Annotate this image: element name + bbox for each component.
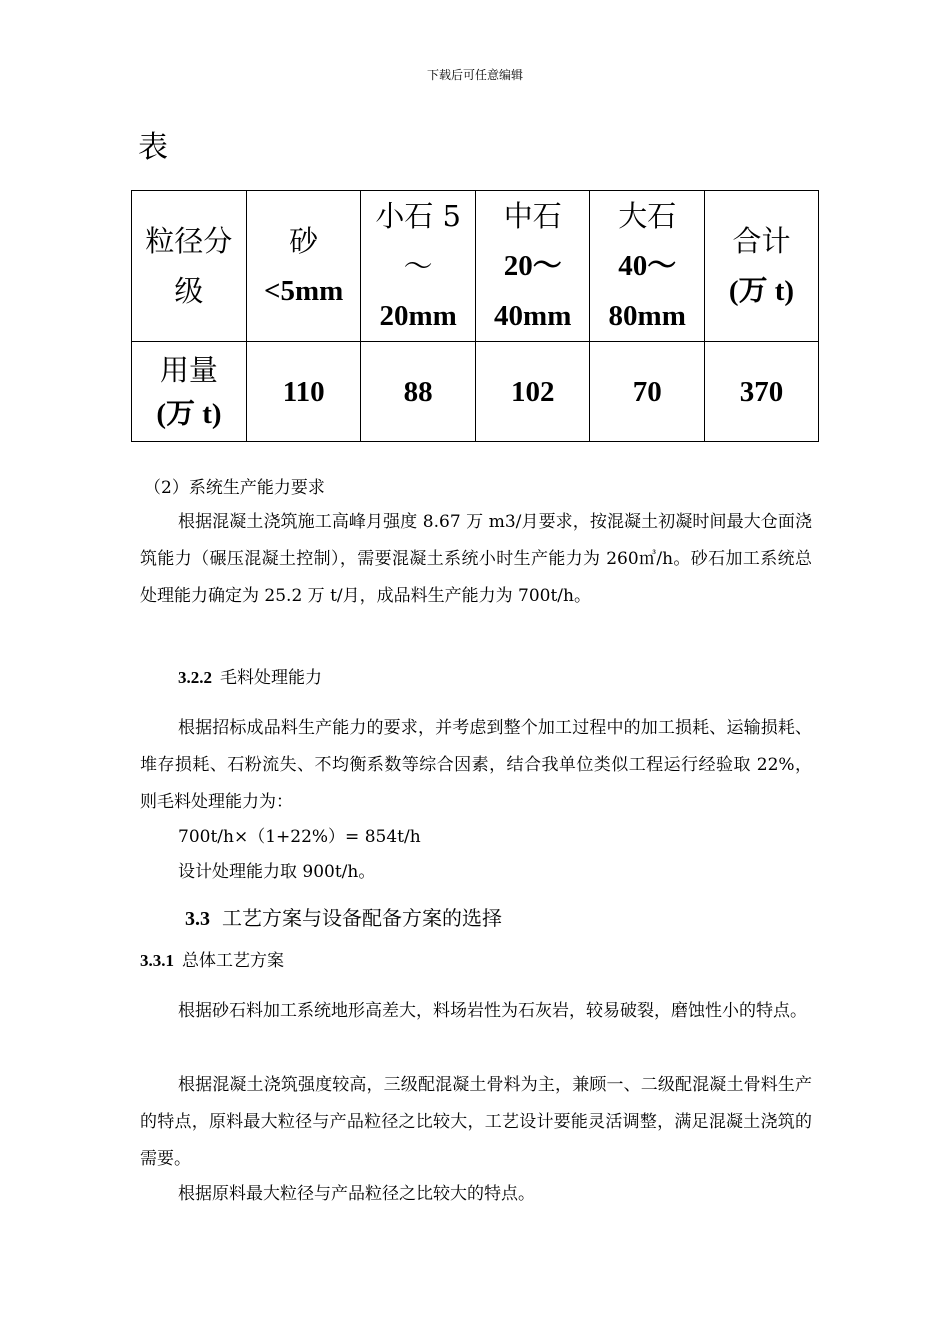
- col-range-unit: 80mm: [608, 300, 686, 332]
- section-331-paragraph-1: 根据砂石料加工系统地形高差大，料场岩性为石灰岩，较易破裂，磨蚀性小的特点。: [178, 1001, 807, 1021]
- section-title: 总体工艺方案: [182, 951, 284, 971]
- col-range-unit: 20mm: [379, 300, 457, 332]
- table-header-row: [132, 191, 819, 342]
- col-range-unit: 40mm: [494, 300, 572, 332]
- section-331-heading: [140, 946, 284, 976]
- header-col-small-stone: [361, 191, 476, 342]
- section-number: 3.3.1: [140, 951, 174, 970]
- section-2-title: （2）系统生产能力要求: [144, 478, 325, 498]
- header-col-medium-stone: [475, 191, 590, 342]
- section-331-paragraph-3: 根据原料最大粒径与产品粒径之比较大的特点。: [178, 1184, 535, 1204]
- col-range: ～: [403, 249, 433, 283]
- page-header: 下载后可任意编辑: [426, 68, 523, 82]
- value-cell-small-stone: 88: [361, 342, 476, 442]
- formula-line: 700t/h×（1+22%）= 854t/h: [178, 827, 421, 847]
- section-33-heading: [185, 901, 502, 936]
- row-label: 用量: [159, 352, 218, 387]
- section-title: 工艺方案与设备配备方案的选择: [222, 906, 502, 930]
- value-cell-medium-stone: 102: [475, 342, 590, 442]
- col-name: 小石 5: [375, 199, 462, 233]
- section-322-paragraph: 根据招标成品料生产能力的要求，并考虑到整个加工过程中的加工损耗、运输损耗、堆存损耗、石粉流失、不均衡系数等综合因素，结合我单位类似工程运行经验取 22%，则毛料处理能力为：: [140, 718, 812, 812]
- col-range: (万 t): [728, 275, 795, 307]
- col-name: 大石: [618, 199, 677, 233]
- value-cell-sand: 110: [246, 342, 361, 442]
- col-range: <5mm: [263, 275, 344, 307]
- section-title: 毛料处理能力: [220, 668, 322, 688]
- aggregate-table: [131, 190, 819, 442]
- col-name: 中石: [503, 199, 562, 233]
- col-name: 砂: [289, 224, 319, 258]
- header-col-total: [704, 191, 818, 342]
- section-322-heading: [178, 663, 322, 693]
- table-row: [132, 342, 819, 442]
- design-capacity-line: 设计处理能力取 900t/h。: [178, 862, 376, 882]
- section-number: 3.3: [185, 908, 210, 930]
- row-label-cell: [132, 342, 247, 442]
- col-range: 20～: [503, 250, 562, 282]
- col-range: 40～: [618, 250, 677, 282]
- header-label-cell: [132, 191, 247, 342]
- section-331-paragraph-2: 根据混凝土浇筑强度较高，三级配混凝土骨料为主，兼顾一、二级配混凝土骨料生产的特点，原料最大粒径与产品粒径之比较大，工艺设计要能灵活调整，满足混凝土浇筑的需要。: [140, 1075, 812, 1169]
- row-label-unit: (万 t): [156, 397, 222, 430]
- section-number: 3.2.2: [178, 668, 212, 687]
- section-2-paragraph: 根据混凝土浇筑施工高峰月强度 8.67 万 m3/月要求，按混凝土初凝时间最大仓面浇筑能力（碾压混凝土控制），需要混凝土系统小时生产能力为 260㎥/h。砂石加工系统总处理能力确定为 25.2 万 t/月，成品料生产能力为 700t/h。: [140, 512, 812, 606]
- table-caption: 表: [138, 130, 168, 165]
- header-col-sand: [246, 191, 361, 342]
- col-name: 合计: [732, 224, 791, 258]
- header-col-large-stone: [590, 191, 705, 342]
- value-cell-total: 370: [704, 342, 818, 442]
- header-label: 粒径分级: [145, 224, 233, 308]
- value-cell-large-stone: 70: [590, 342, 705, 442]
